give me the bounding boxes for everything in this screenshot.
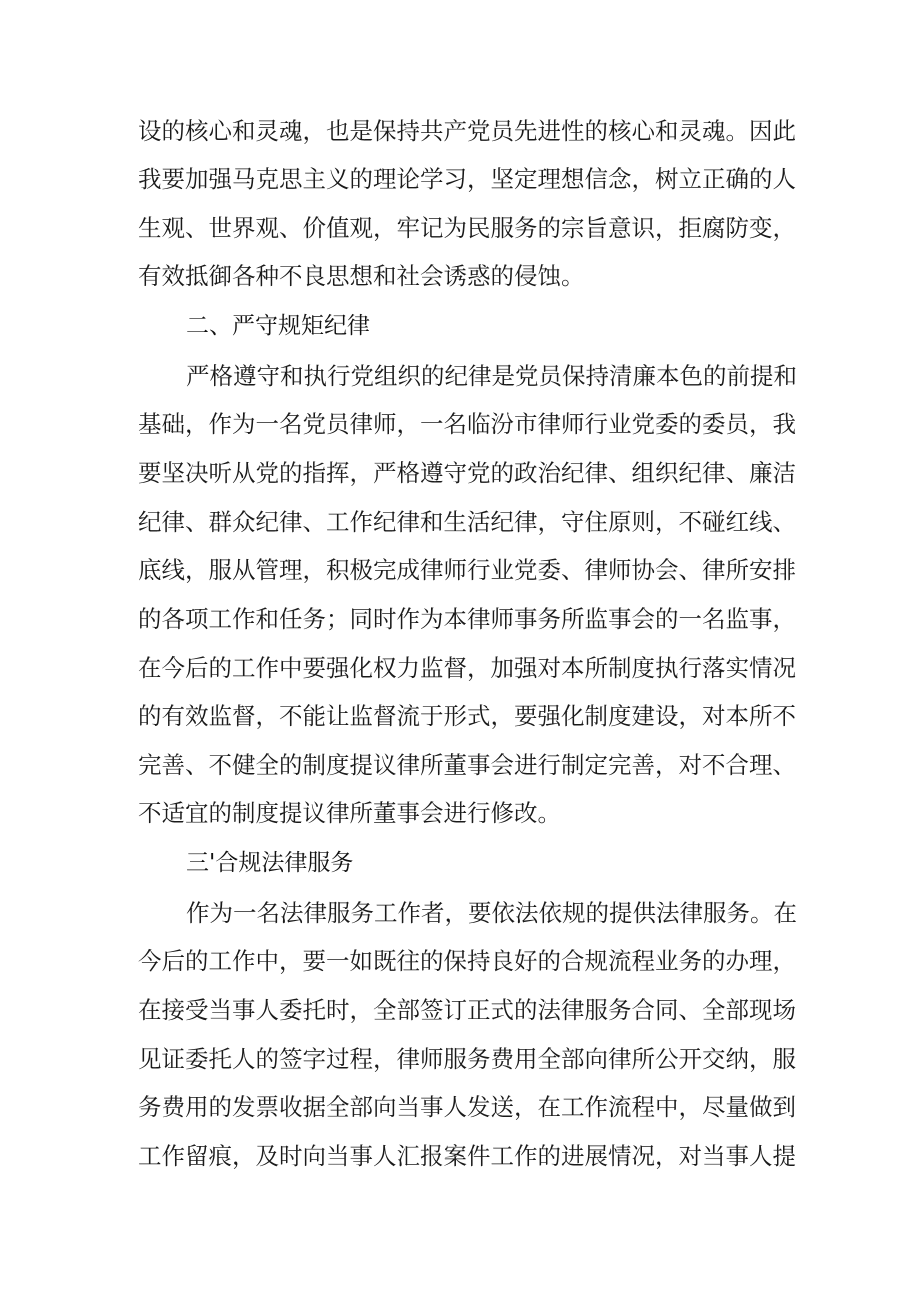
paragraph-2-line-10: 不适宜的制度提议律所董事会进行修改。	[138, 799, 561, 827]
paragraph-3-line-6: 工作留痕，及时向当事人汇报案件工作的进展情况，对当事人提	[138, 1142, 796, 1170]
paragraph-1-line-3: 生观、世界观、价值观，牢记为民服务的宗旨意识，拒腐防变，	[138, 214, 796, 242]
paragraph-3-line-5: 务费用的发票收据全部向当事人发送，在工作流程中，尽量做到	[138, 1093, 796, 1121]
paragraph-3-line-3: 在接受当事人委托时，全部签订正式的法律服务合同、全部现场	[138, 996, 796, 1024]
section-heading-2: 二、严守规矩纪律	[186, 313, 370, 339]
paragraph-1-line-4: 有效抵御各种不良思想和社会诱惑的侵蚀。	[138, 262, 585, 290]
paragraph-2-line-9: 完善、不健全的制度提议律所董事会进行制定完善，对不合理、	[138, 751, 796, 779]
paragraph-2-line-6: 的各项工作和任务；同时作为本律师事务所监事会的一名监事，	[138, 605, 796, 633]
paragraph-3-line-4: 见证委托人的签字过程，律师服务费用全部向律所公开交纳，服	[138, 1045, 796, 1073]
paragraph-2-line-2: 基础，作为一名党员律师，一名临汾市律师行业党委的委员，我	[138, 410, 796, 438]
paragraph-1-line-2: 我要加强马克思主义的理论学习，坚定理想信念，树立正确的人	[138, 165, 796, 193]
section-heading-3: 三'合规法律服务	[186, 850, 354, 876]
paragraph-3-line-1: 作为一名法律服务工作者，要依法依规的提供法律服务。在	[186, 899, 797, 927]
paragraph-2-line-3: 要坚决听从党的指挥，严格遵守党的政治纪律、组织纪律、廉洁	[138, 459, 796, 487]
paragraph-2-line-8: 的有效监督，不能让监督流于形式，要强化制度建设，对本所不	[138, 702, 796, 730]
paragraph-2-line-1: 严格遵守和执行党组织的纪律是党员保持清廉本色的前提和	[186, 362, 797, 390]
paragraph-2-line-5: 底线，服从管理，积极完成律师行业党委、律师协会、律所安排	[138, 556, 796, 584]
paragraph-2-line-7: 在今后的工作中要强化权力监督，加强对本所制度执行落实情况	[138, 654, 796, 682]
paragraph-2-line-4: 纪律、群众纪律、工作纪律和生活纪律，守住原则，不碰红线、	[138, 508, 796, 536]
paragraph-1-line-1: 设的核心和灵魂，也是保持共产党员先进性的核心和灵魂。因此	[138, 117, 796, 145]
paragraph-3-line-2: 今后的工作中，要一如既往的保持良好的合规流程业务的办理，	[138, 947, 796, 975]
